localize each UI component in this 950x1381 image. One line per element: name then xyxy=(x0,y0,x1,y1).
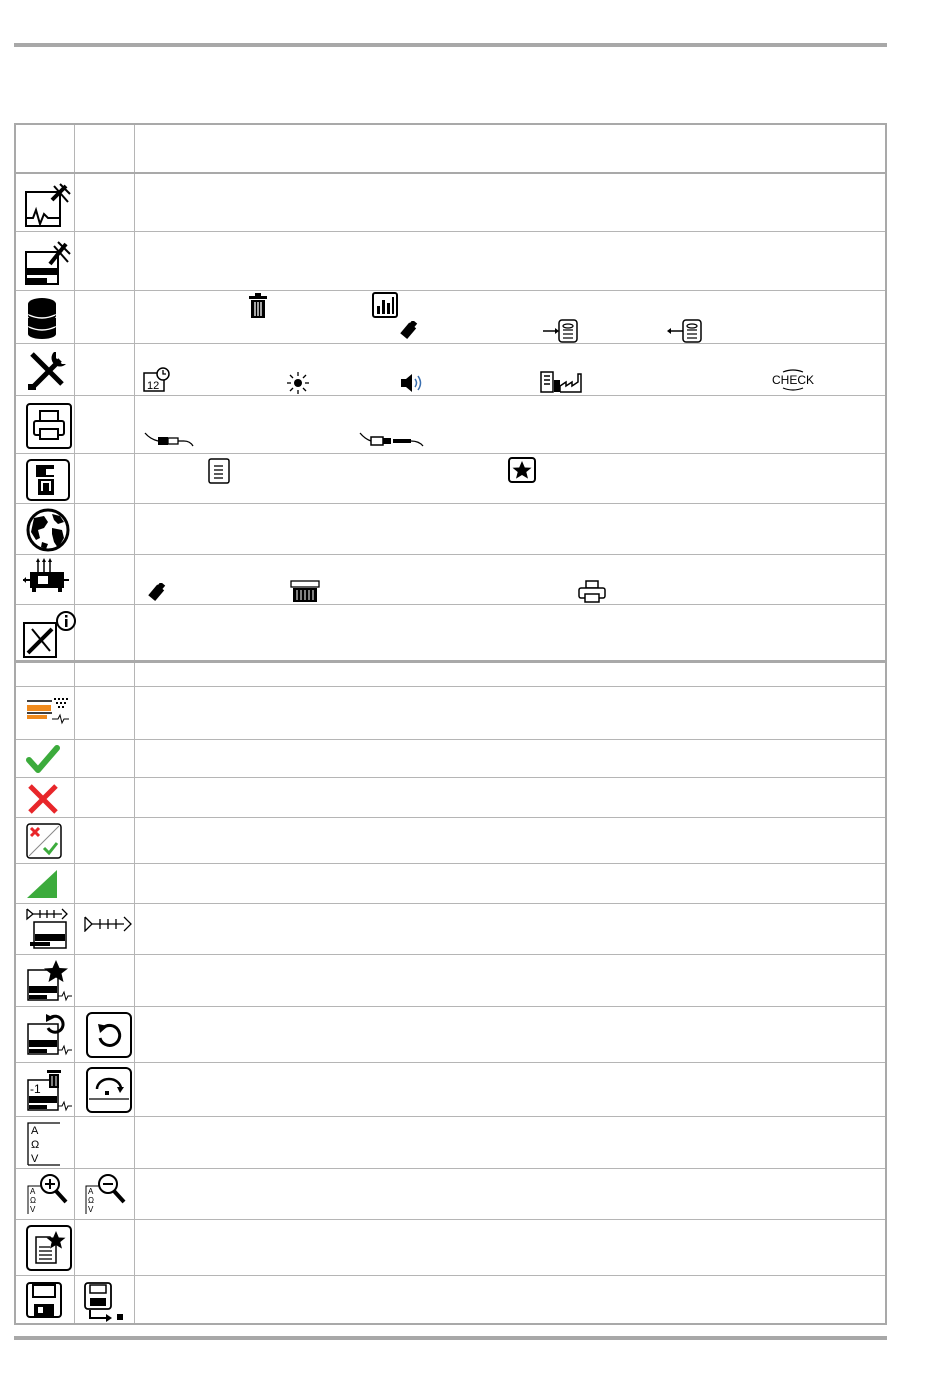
printer-icon xyxy=(26,403,72,449)
units-icon xyxy=(26,1121,62,1167)
usb-stick-small-icon xyxy=(148,583,168,603)
check-badge-icon xyxy=(766,369,820,391)
floppy-export-icon xyxy=(84,1282,128,1322)
database-icon xyxy=(26,296,58,340)
cross-red-icon xyxy=(26,782,60,816)
wrench-screwdriver-icon xyxy=(26,348,70,392)
undo-button-icon xyxy=(86,1012,132,1058)
star-icon xyxy=(508,457,536,483)
table-row-favorite xyxy=(16,955,885,1007)
zoom-in-icon xyxy=(26,1172,72,1216)
speaker-icon xyxy=(400,371,426,395)
table-row-delete-last xyxy=(16,1063,885,1117)
table-row-info xyxy=(16,605,885,663)
brightness-icon xyxy=(286,371,310,395)
table-row-printer xyxy=(16,396,885,454)
table-row-ramp xyxy=(16,864,885,904)
icon-table xyxy=(14,123,887,1325)
svg-text:-1: -1 xyxy=(30,1082,41,1096)
check-label: CHECK xyxy=(771,373,815,387)
table-row-user xyxy=(16,454,885,504)
rotate-button-icon xyxy=(86,1067,132,1113)
waveform-wrench-icon xyxy=(24,180,72,228)
bottom-rule xyxy=(14,1336,887,1340)
table-row-language xyxy=(16,504,885,555)
table-row-pass-fail xyxy=(16,818,885,864)
table-row-undo xyxy=(16,1007,885,1063)
unit-label-v: V xyxy=(31,1153,39,1165)
table-row-measure-mode xyxy=(16,687,885,740)
table-row-tools xyxy=(16,344,885,396)
table-row-sequence xyxy=(16,904,885,955)
svg-text:A: A xyxy=(30,1187,36,1196)
svg-text:Ω: Ω xyxy=(30,1196,36,1205)
table-row-fail xyxy=(16,778,885,818)
ramp-green-icon xyxy=(26,869,58,899)
pass-fail-icon xyxy=(26,823,62,859)
report-star-icon xyxy=(26,1225,72,1271)
calendar-clock-icon xyxy=(143,367,171,393)
table-row-units xyxy=(16,1117,885,1169)
table-row-measure-settings xyxy=(16,174,885,232)
section-divider-row xyxy=(16,663,885,687)
svg-text:V: V xyxy=(88,1205,94,1214)
keyboard-icon xyxy=(290,580,320,604)
check-green-icon xyxy=(26,744,60,774)
svg-text:A: A xyxy=(88,1187,94,1196)
star-screen-icon xyxy=(26,960,74,1004)
printer-small-icon xyxy=(577,580,607,604)
table-row-report xyxy=(16,1220,885,1276)
table-row-save xyxy=(16,1276,885,1323)
zoom-out-icon xyxy=(84,1172,130,1216)
user-icon xyxy=(26,459,70,501)
delete-last-icon xyxy=(26,1068,74,1114)
wrench-info-icon xyxy=(22,609,76,659)
trash-icon xyxy=(248,293,268,319)
sequence-icon xyxy=(84,916,132,932)
table-row-database xyxy=(16,291,885,344)
interface-icon xyxy=(22,558,70,592)
table-header-row xyxy=(16,125,885,174)
sequence-screen-icon xyxy=(26,908,68,950)
undo-screen-icon xyxy=(26,1012,74,1058)
top-rule xyxy=(14,43,887,47)
table-row-interfaces xyxy=(16,555,885,605)
screen-wrench-icon xyxy=(24,238,72,288)
document-list-icon xyxy=(208,458,230,484)
table-row-zoom xyxy=(16,1169,885,1220)
probe-cable-icon xyxy=(144,429,194,451)
plug-cable-icon xyxy=(359,429,425,451)
svg-text:Ω: Ω xyxy=(88,1196,94,1205)
mode-orange-icon xyxy=(26,697,70,725)
svg-text:V: V xyxy=(30,1205,36,1214)
bar-chart-icon xyxy=(372,292,398,318)
table-row-pass xyxy=(16,740,885,778)
unit-label-a: A xyxy=(31,1125,39,1137)
db-import-icon xyxy=(543,319,579,343)
usb-stick-icon xyxy=(400,321,420,341)
svg-text:12: 12 xyxy=(147,380,160,392)
globe-icon xyxy=(26,508,70,552)
table-row-save-settings xyxy=(16,232,885,291)
floppy-icon xyxy=(26,1282,62,1318)
factory-icon xyxy=(540,370,584,394)
db-export-icon xyxy=(667,319,703,343)
unit-label-ohm: Ω xyxy=(31,1139,40,1151)
